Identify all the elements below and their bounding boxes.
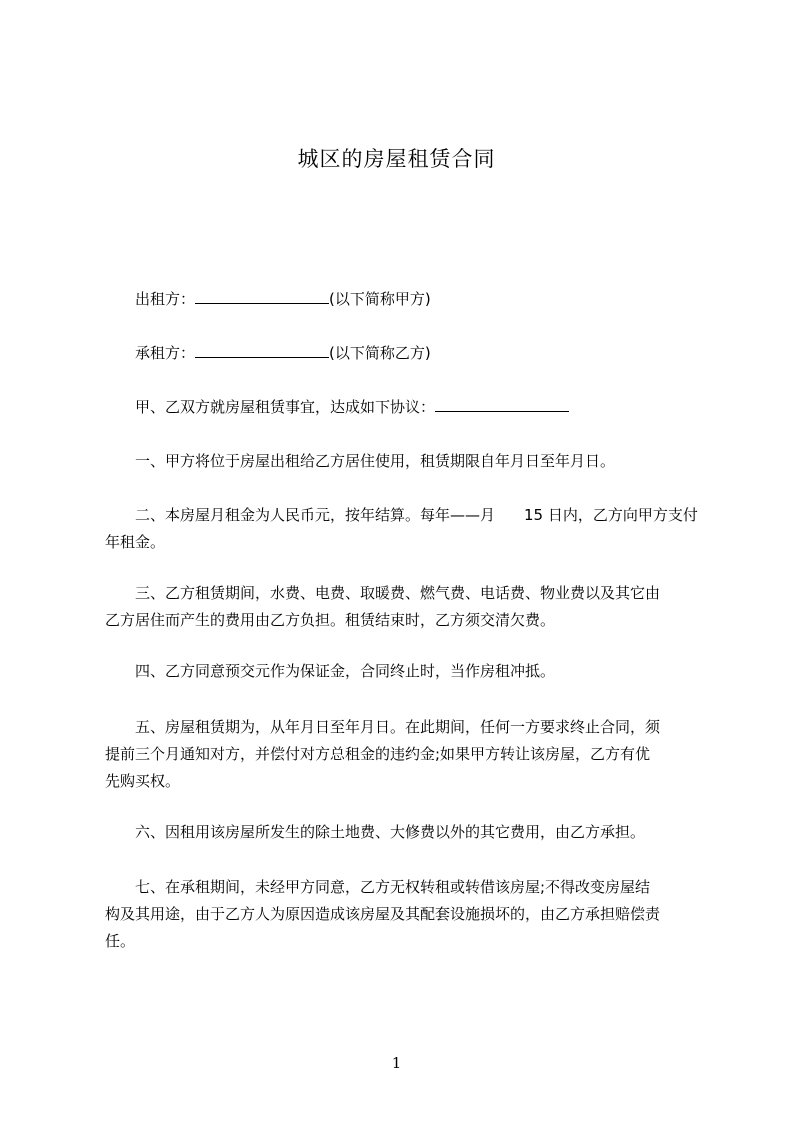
lessee-label: 承租方：: [135, 344, 196, 362]
clause-5-line-1: 五、房屋租赁期为，从年月日至年月日。在此期间，任何一方要求终止合同，须: [135, 718, 661, 736]
agreement-intro: 甲、乙双方就房屋租赁事宜，达成如下协议：: [135, 398, 436, 416]
clause-5-line-2: 提前三个月通知对方，并偿付对方总租金的违约金;如果甲方转让该房屋，乙方有优: [105, 745, 651, 763]
clause-2-line-1: [135, 502, 495, 529]
lessee-blank[interactable]: [195, 341, 329, 358]
lessor-line: [135, 286, 431, 313]
lessee-note: (以下简称乙方): [329, 344, 431, 362]
agreement-blank[interactable]: [435, 395, 569, 412]
clause-7-line-2: 构及其用途，由于乙方人为原因造成该房屋及其配套设施损坏的，由乙方承担赔偿责: [105, 905, 661, 923]
lessor-label: 出租方：: [135, 290, 196, 308]
clause-3-line-2: 乙方居住而产生的费用由乙方负担。租赁结束时，乙方须交清欠费。: [105, 611, 556, 629]
page-number: 1: [391, 1054, 402, 1072]
lessor-blank[interactable]: [195, 287, 329, 304]
clause-7-line-3: 任。: [105, 932, 136, 950]
agreement-intro-line: [135, 394, 569, 421]
lessee-line: [135, 340, 431, 367]
clause-4-line-1: 四、乙方同意预交元作为保证金，合同终止时，当作房租冲抵。: [135, 662, 556, 680]
clause-2-text-b: 15 日内，乙方向甲方支付: [524, 506, 698, 524]
clause-3-line-1: 三、乙方租赁期间，水费、电费、取暖费、燃气费、电话费、物业费以及其它由: [135, 584, 661, 602]
clause-5-line-3: 先购买权。: [105, 772, 181, 790]
clause-7-line-1: 七、在承租期间，未经甲方同意，乙方无权转租或转借该房屋;不得改变房屋结: [135, 878, 651, 896]
clause-2-line-2: 年租金。: [105, 533, 166, 551]
document-title: 城区的房屋租赁合同: [297, 147, 496, 171]
clause-1-line-1: 一、甲方将位于房屋出租给乙方居住使用，租赁期限自年月日至年月日。: [135, 452, 616, 470]
lessor-note: (以下简称甲方): [329, 290, 431, 308]
clause-2-text-a: 二、本房屋月租金为人民币元，按年结算。每年——月: [135, 506, 496, 524]
clause-6-line-1: 六、因租用该房屋所发生的除土地费、大修费以外的其它费用，由乙方承担。: [135, 823, 646, 841]
